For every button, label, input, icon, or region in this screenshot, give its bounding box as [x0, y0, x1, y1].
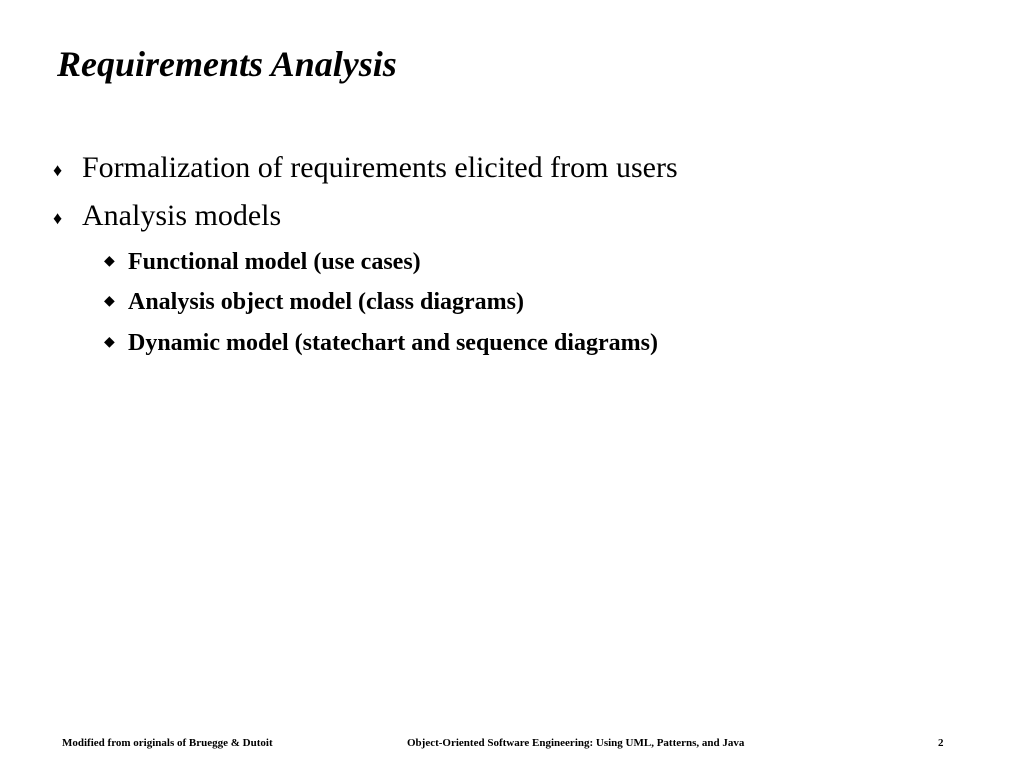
diamond-bullet-icon: ♦: [53, 160, 63, 180]
page-number: 2: [938, 737, 944, 749]
bullet-item: Analysis models: [82, 199, 282, 232]
footer-course-title: Object-Oriented Software Engineering: Using UML, Patterns, and Java: [407, 737, 745, 749]
slide-title: Requirements Analysis: [57, 44, 397, 84]
footer-credit: Modified from originals of Bruegge & Dutoit: [62, 737, 273, 749]
bullet-item: Formalization of requirements elicited from users: [82, 151, 678, 184]
sub-bullet-item: Dynamic model (statechart and sequence diagrams): [128, 330, 658, 356]
small-diamond-bullet-icon: ◆: [104, 335, 115, 350]
sub-bullet-item: Analysis object model (class diagrams): [128, 289, 524, 315]
small-diamond-bullet-icon: ◆: [104, 294, 115, 309]
diamond-bullet-icon: ♦: [53, 208, 63, 228]
small-diamond-bullet-icon: ◆: [104, 254, 115, 269]
sub-bullet-item: Functional model (use cases): [128, 249, 421, 275]
